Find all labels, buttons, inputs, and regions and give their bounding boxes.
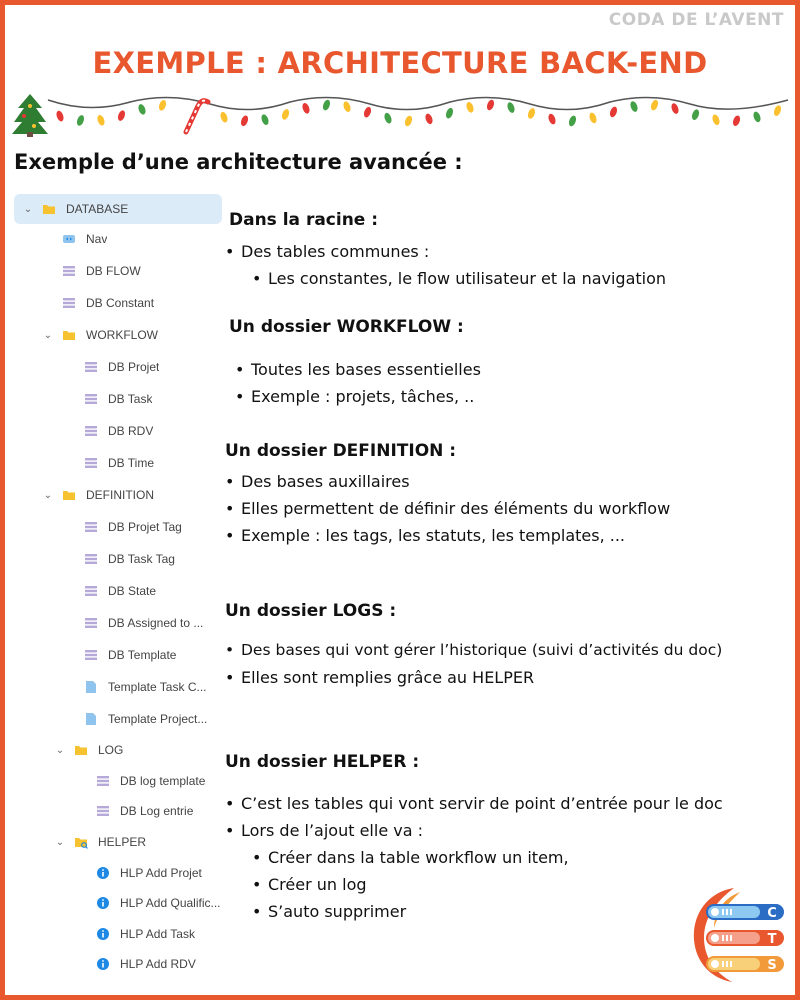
garland-bulb: [301, 102, 311, 115]
tree-item-label: DB RDV: [108, 424, 154, 438]
bullet-racine-1: • Des tables communes :: [241, 242, 429, 261]
tree-item-label: Nav: [86, 232, 108, 246]
garland-bulb: [691, 108, 701, 121]
tree-folder-database[interactable]: [14, 194, 222, 224]
tree-item[interactable]: [14, 512, 222, 542]
garland-bulb: [506, 101, 516, 114]
bullet-workflow-2: • Exemple : projets, tâches, ..: [251, 387, 474, 406]
garland-bulb: [445, 107, 455, 120]
garland-bulb: [773, 104, 783, 117]
logo-bar-c: [706, 904, 784, 921]
heading-definition: Un dossier DEFINITION :: [225, 441, 457, 461]
tree-item[interactable]: [14, 796, 222, 826]
tree-item-label: HLP Add Projet: [120, 866, 202, 880]
tree-item[interactable]: [14, 766, 222, 796]
garland-bulb: [404, 115, 414, 128]
info-icon: [96, 927, 110, 941]
table-icon: [84, 392, 98, 406]
svg-text:S: S: [767, 958, 777, 973]
table-icon: [62, 296, 76, 310]
bullet-helper-sub-1: • Créer dans la table workflow un item,: [268, 848, 569, 867]
tree-item-label: DB Projet: [108, 360, 160, 374]
bullet-racine-1-sub: • Les constantes, le flow utilisateur et la navigation: [268, 269, 666, 288]
garland-bulb: [527, 107, 537, 120]
tree-item[interactable]: [14, 288, 222, 318]
garland-bulb: [568, 115, 578, 128]
chevron-down-icon[interactable]: ⌄: [55, 744, 65, 756]
garland-bulb: [670, 102, 680, 115]
garland-bulb: [650, 99, 660, 112]
tree-item[interactable]: [14, 672, 222, 702]
garland-decoration: [10, 92, 790, 138]
bullet-helper-2: • Lors de l’ajout elle va :: [241, 821, 423, 840]
folder-icon: [42, 202, 56, 216]
garland-bulb: [137, 103, 147, 116]
tree-item-label: DB Assigned to ...: [108, 616, 204, 630]
tree-item[interactable]: [14, 352, 222, 382]
table-icon: [84, 584, 98, 598]
table-icon: [84, 616, 98, 630]
garland-bulb: [117, 109, 127, 122]
brand-label: CODA DE L’AVENT: [608, 10, 784, 30]
table-icon: [84, 456, 98, 470]
garland-bulb: [281, 108, 291, 121]
table-icon: [84, 424, 98, 438]
tree-item[interactable]: [14, 888, 222, 918]
table-icon: [84, 552, 98, 566]
heading-helper: Un dossier HELPER :: [225, 752, 420, 772]
bullet-definition-3: • Exemple : les tags, les statuts, les templates, ...: [241, 526, 625, 545]
tree-item-label: DB Task: [108, 392, 153, 406]
tree-item-label: HLP Add Qualific...: [120, 896, 221, 910]
info-icon: [96, 896, 110, 910]
tree-item[interactable]: [14, 608, 222, 638]
tree-folder-definition[interactable]: [14, 480, 222, 510]
logo-bar-s: [706, 956, 784, 973]
tree-item-label: Template Task C...: [108, 680, 207, 694]
tree-item-label: DATABASE: [66, 202, 129, 216]
tree-item[interactable]: [14, 949, 222, 979]
garland-bulb: [588, 112, 598, 125]
chevron-down-icon[interactable]: ⌄: [43, 329, 53, 341]
table-icon: [96, 804, 110, 818]
tree-item[interactable]: [14, 640, 222, 670]
tree-item-label: DB Constant: [86, 296, 155, 310]
christmas-tree-icon: [12, 94, 48, 137]
logo-bar-t: [706, 930, 784, 947]
tree-folder-workflow[interactable]: [14, 320, 222, 350]
chevron-down-icon[interactable]: ⌄: [43, 489, 53, 501]
garland-bulb: [76, 114, 86, 127]
heading-logs: Un dossier LOGS :: [225, 601, 397, 621]
tree-item-label: DB State: [108, 584, 157, 598]
bullet-definition-2: • Elles permettent de définir des éléments du workflow: [241, 499, 670, 518]
table-icon: [84, 520, 98, 534]
section-subtitle: Exemple d’une architecture avancée :: [14, 150, 463, 174]
tree-folder-log[interactable]: [14, 735, 222, 765]
folder-icon: [74, 743, 88, 757]
heading-workflow: Un dossier WORKFLOW :: [229, 317, 464, 337]
page-icon: [84, 712, 98, 726]
tree-item-label: HLP Add Task: [120, 927, 195, 941]
garland-bulb: [609, 106, 619, 119]
tree-item-label: DB Log entrie: [120, 804, 194, 818]
garland-bulb: [486, 99, 496, 112]
tree-item[interactable]: [14, 544, 222, 574]
candy-cane-icon: [186, 101, 208, 132]
table-icon: [96, 774, 110, 788]
garland-bulb: [219, 111, 229, 124]
garland-bulb: [96, 114, 106, 127]
table-icon: [84, 648, 98, 662]
garland-bulb: [711, 114, 721, 127]
tree-item-label: DB Projet Tag: [108, 520, 182, 534]
garland-bulb: [240, 115, 250, 128]
bullet-helper-sub-3: • S’auto supprimer: [268, 902, 406, 921]
heading-racine: Dans la racine :: [229, 210, 379, 230]
chevron-down-icon[interactable]: ⌄: [55, 836, 65, 848]
tree-item[interactable]: [14, 448, 222, 478]
folder-icon: [62, 328, 76, 342]
garland-bulb: [752, 111, 762, 124]
bullet-workflow-1: • Toutes les bases essentielles: [251, 360, 481, 379]
garland-bulb: [363, 106, 373, 119]
svg-text:C: C: [767, 906, 777, 921]
garland-bulb: [465, 101, 475, 114]
page-title: EXEMPLE : ARCHITECTURE BACK-END: [92, 46, 708, 80]
tree-item[interactable]: [14, 256, 222, 286]
garland-bulb: [260, 113, 270, 126]
tree-item-label: DEFINITION: [86, 488, 154, 502]
tree-item[interactable]: [14, 704, 222, 734]
bullet-definition-1: • Des bases auxillaires: [241, 472, 410, 491]
info-icon: [96, 866, 110, 880]
tree-item[interactable]: [14, 858, 222, 888]
tree-item[interactable]: [14, 919, 222, 949]
tree-item-label: HLP Add RDV: [120, 957, 196, 971]
tree-item-label: WORKFLOW: [86, 328, 158, 342]
garland-bulb: [342, 100, 352, 113]
tree-item[interactable]: [14, 416, 222, 446]
garland-bulb: [732, 114, 742, 127]
tree-item[interactable]: [14, 384, 222, 414]
garland-bulb: [547, 113, 557, 126]
page-icon: [84, 680, 98, 694]
chevron-down-icon[interactable]: ⌄: [23, 203, 33, 215]
tree-item-label: DB Task Tag: [108, 552, 175, 566]
garland-bulb: [55, 110, 65, 123]
tree-item-label: LOG: [98, 743, 124, 757]
bullet-helper-1: • C’est les tables qui vont servir de point d’entrée pour le doc: [241, 794, 723, 813]
bullet-logs-2: • Elles sont remplies grâce au HELPER: [241, 668, 534, 687]
tree-item-label: DB FLOW: [86, 264, 141, 278]
tree-item-label: Template Project...: [108, 712, 208, 726]
info-icon: [96, 957, 110, 971]
tree-item[interactable]: [14, 224, 222, 254]
table-icon: [62, 264, 76, 278]
tree-item-label: DB log template: [120, 774, 206, 788]
garland-bulb: [322, 99, 332, 112]
tree-folder-helper[interactable]: [14, 827, 222, 857]
garland-bulb: [629, 100, 639, 113]
tree-item[interactable]: [14, 576, 222, 606]
tree-item-label: DB Template: [108, 648, 177, 662]
tree-item-label: DB Time: [108, 456, 155, 470]
nav-icon: [62, 232, 76, 246]
folder-search-icon: [74, 835, 88, 849]
table-icon: [84, 360, 98, 374]
folder-icon: [62, 488, 76, 502]
garland-bulb: [424, 113, 434, 126]
garland-bulb: [383, 112, 393, 125]
garland-bulb: [158, 99, 168, 112]
bullet-helper-sub-2: • Créer un log: [268, 875, 367, 894]
cts-logo: [688, 884, 788, 984]
svg-text:T: T: [767, 932, 777, 947]
bullet-logs-1: • Des bases qui vont gérer l’historique (suivi d’activités du doc): [241, 641, 722, 659]
tree-item-label: HELPER: [98, 835, 147, 849]
